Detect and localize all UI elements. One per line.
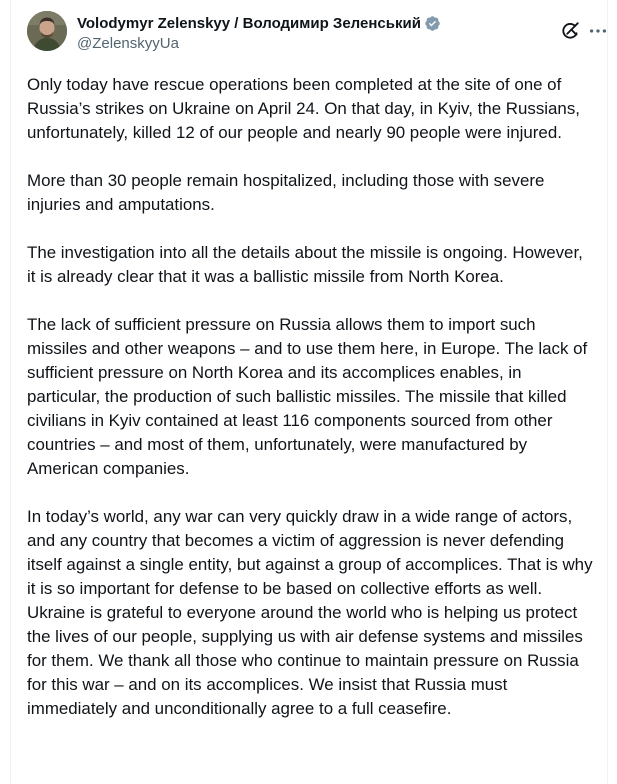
display-name-row	[77, 14, 441, 33]
verified-badge-icon[interactable]	[424, 15, 441, 32]
post-text	[27, 73, 593, 721]
post-paragraph: The investigation into all the details about the missile is ongoing. However, it is already clear that it was a ballistic missile from North Korea.	[27, 243, 583, 286]
post-paragraph: More than 30 people remain hospitalized, including those with severe injuries and amputations.	[27, 171, 545, 214]
author-names	[77, 14, 441, 53]
post-card	[10, 0, 608, 784]
post-paragraph: The lack of sufficient pressure on Russia allows them to import such missiles and other weapons – and to use them here, in Europe. The lack of sufficient pressure on North Korea and its accomplices enables, in particular, the production of such ballistic missiles. The missile that killed civilians in Kyiv contained at least 116 components sourced from other countries – and most of them, unfortunately, were manufactured by American companies.	[27, 315, 588, 478]
avatar-portrait-icon	[27, 11, 67, 51]
author-handle[interactable]: @ZelenskyyUa	[77, 35, 179, 52]
post-paragraph: Only today have rescue operations been completed at the site of one of Russia’s strikes on Ukraine on April 24. On that day, in Kyiv, the Russians, unfortunately, killed 12 of our people and nearly 90 people were injured.	[27, 75, 580, 142]
author-display-name[interactable]: Volodymyr Zelenskyy / Володимир Зеленський	[77, 15, 421, 32]
post-header	[27, 11, 593, 59]
more-options-icon[interactable]	[587, 20, 609, 42]
avatar[interactable]	[27, 11, 67, 51]
grok-icon[interactable]	[559, 20, 581, 42]
post-paragraph: In today’s world, any war can very quickly draw in a wide range of actors, and any country that becomes a victim of aggression is never defending itself against a single entity, but against a group of accomplices. That is why it is so important for defense to be based on collective efforts as well.	[27, 507, 593, 598]
post-paragraph: Ukraine is grateful to everyone around the world who is helping us protect the lives of our people, supplying us with air defense systems and missiles for them. We thank all those who continue to maintain pressure on Russia for this war – and on its accomplices. We insist that Russia must immediately and unconditionally agree to a full ceasefire.	[27, 603, 583, 718]
